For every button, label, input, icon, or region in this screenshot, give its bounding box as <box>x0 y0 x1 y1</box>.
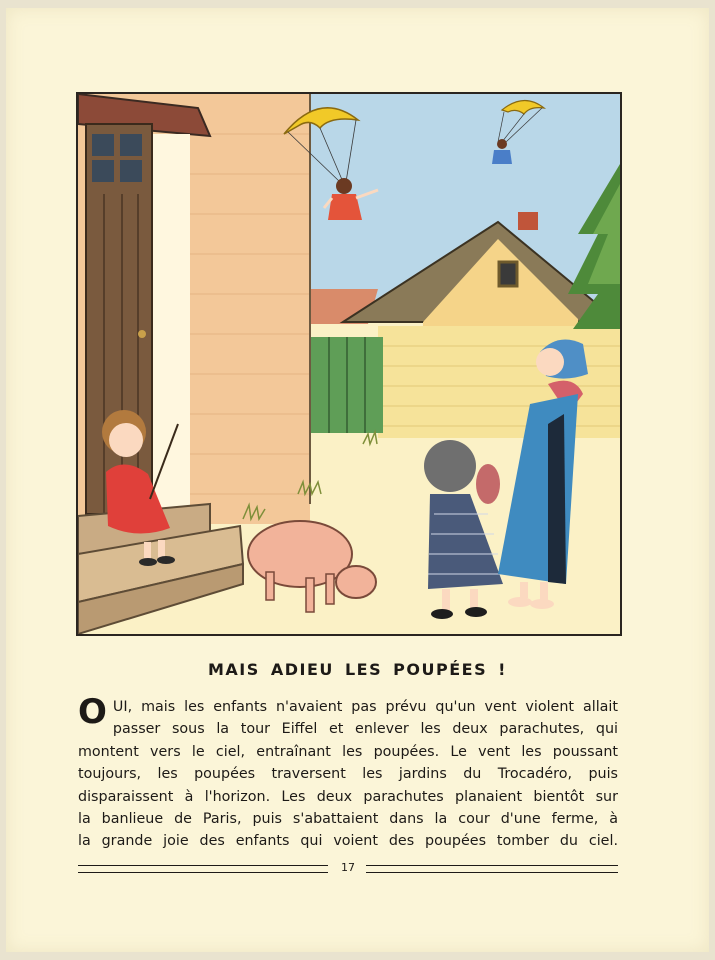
text-line: la grande joie des enfants qui voient des poupées tomber du ciel. <box>78 833 618 850</box>
chimney <box>518 212 538 230</box>
book-page <box>6 8 709 952</box>
door-frame <box>150 134 190 514</box>
text-line: UI, mais les enfants n'avaient pas prévu qu'un vent violent allait <box>112 699 618 715</box>
door-knob <box>138 330 146 338</box>
yard-wall <box>378 326 620 438</box>
story-paragraph <box>78 692 618 853</box>
text-line: passer sous la tour Eiffel et enlever les deux parachutes, qui <box>112 721 618 738</box>
wooden-door <box>86 124 152 514</box>
page-number: 17 <box>341 861 355 874</box>
text-line: la banlieue de Paris, puis s'abattaient dans la cour d'une ferme, à <box>78 811 618 828</box>
page-footer <box>78 860 618 878</box>
chapter-heading: MAIS ADIEU LES POUPÉES ! <box>208 660 507 679</box>
text-line: montent vers le ciel, entraînant les poupées. Le vent les poussant <box>78 743 618 760</box>
drop-cap: O <box>78 692 107 732</box>
footer-rule-right <box>366 865 618 873</box>
farmyard-illustration <box>76 92 622 636</box>
house-window <box>499 262 517 286</box>
text-line: toujours, les poupées traversent les jardins du Trocadéro, puis <box>78 766 618 783</box>
text-line: disparaissent à l'horizon. Les deux parachutes planaient bientôt sur <box>78 788 618 805</box>
